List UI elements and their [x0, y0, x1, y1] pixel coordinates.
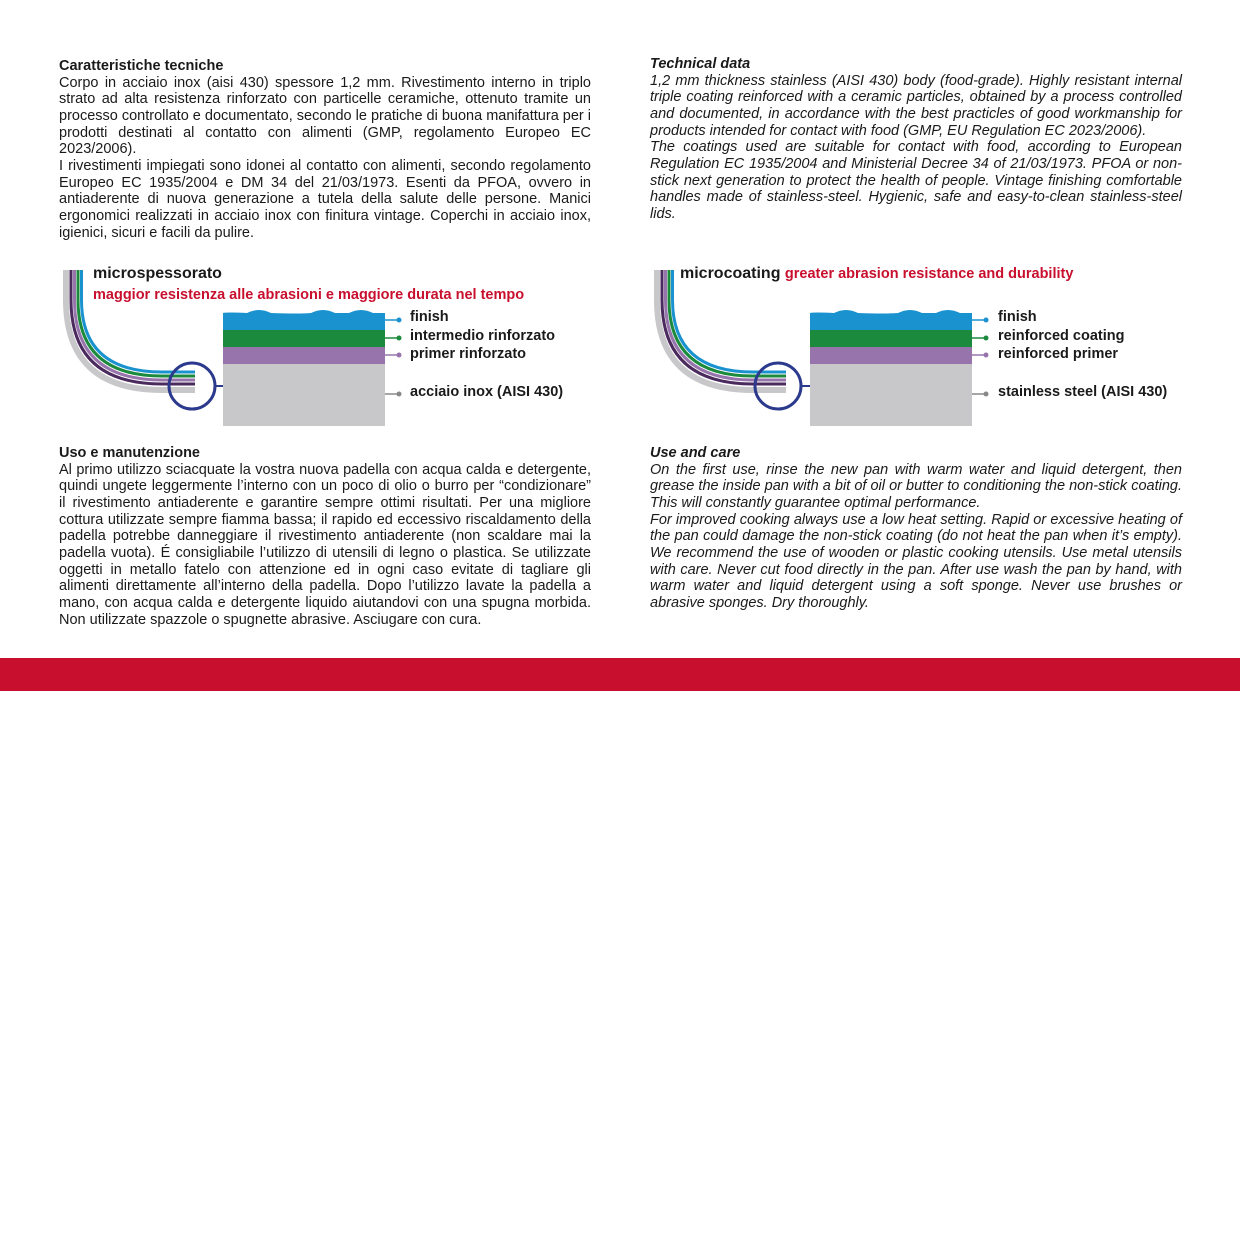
- layer-label-primer: reinforced primer: [998, 346, 1119, 362]
- section-heading: Use and care: [650, 445, 741, 461]
- coating-diagram-italian: [59, 262, 599, 437]
- red-footer-band: [0, 658, 1240, 691]
- diagram-title: microspessorato: [93, 265, 222, 282]
- layer-label-primer: primer rinforzato: [410, 346, 527, 362]
- layer-label-coating: reinforced coating: [998, 328, 1125, 344]
- paragraph: Corpo in acciaio inox (aisi 430) spessore 1,2 mm. Rivestimento interno in triplo strato ad alta resistenza rinforzato con particelle ceramiche, ottenuto tramite un processo controllato e documentato, secondo le pratiche di buona manifattura per i prodotti destinati al contatto con alimenti (GMP, regolamento Europeo EC 2023/2006).: [59, 74, 591, 158]
- section-heading: Uso e manutenzione: [59, 445, 200, 461]
- paragraph: The coatings used are suitable for contact with food, according to European Regulation EC 1935/2004 and Ministerial Decree 34 of 21/03/1973. PFOA or non-stick next generation to protect the health of people. Vintage finishing comfortable handles made of stainless-steel. Hygienic, safe and easy-to-clean stainless-steel lids.: [650, 139, 1182, 223]
- paragraph: 1,2 mm thickness stainless (AISI 430) body (food-grade). Highly resistant internal triple coating reinforced with a ceramic particles, obtained by a process controlled and documented, in accordance with the best practicles of good workmanship for products intended for contact with food (GMP, EU Regulation EC 2023/2006).: [650, 72, 1182, 139]
- layer-label-intermediate: intermedio rinforzato: [410, 328, 556, 344]
- technical-section-italian: [59, 58, 591, 242]
- diagram-title: microcoating: [680, 265, 781, 282]
- paragraph: On the first use, rinse the new pan with warm water and liquid detergent, then grease the inside pan with a bit of oil or butter to conditioning the non-stick coating. This will constantly guarantee optimal performance.: [650, 461, 1182, 511]
- section-heading: Technical data: [650, 56, 751, 72]
- paragraph: I rivestimenti impiegati sono idonei al contatto con alimenti, secondo regolamento Europeo EC 1935/2004 e DM 34 del 21/03/1973. Esenti da PFOA, ovvero in antiaderente di nuova generazione a tutela della salute delle persone. Manici ergonomici realizzati in acciaio inox con finitura vintage. Coperchi in acciaio inox, igienici, sicuri e facili da pulire.: [59, 158, 591, 241]
- layer-label-steel: stainless steel (AISI 430): [998, 384, 1168, 400]
- care-section-italian: [59, 445, 591, 629]
- care-section-english: [650, 445, 1182, 612]
- layer-label-finish: finish: [410, 309, 449, 325]
- diagram-subtitle: greater abrasion resistance and durability: [784, 266, 1074, 282]
- diagram-heading: [680, 265, 1073, 283]
- paragraph: Al primo utilizzo sciacquate la vostra nuova padella con acqua calda e detergente, quindi ungete leggermente l’interno con un poco di olio o burro per “condizionare” il rivestimento antiaderente e garantire sempre ottimi risultati. Per una migliore cottura utilizzate sempre fiamma bassa; il rapido ed eccessivo riscaldamento della padella potrebbe danneggiare il rivestimento antiaderente (non scaldare mai la padella vuota). É consigliabile l’utilizzo di utensili di legno o plastica. Se utilizzate oggetti in metallo fatelo con attenzione ed in ogni caso evitate di tagliare gli alimenti direttamente all’interno della padella. Dopo l’utilizzo lavate la padella a mano, con acqua calda e detergente liquido aiutandovi con una spugna morbida. Non utilizzate spazzole o spugnette abrasive. Asciugare con cura.: [59, 461, 591, 628]
- diagram-subtitle: maggior resistenza alle abrasioni e maggiore durata nel tempo: [93, 287, 525, 303]
- section-heading: Caratteristiche tecniche: [59, 58, 224, 74]
- paragraph: For improved cooking always use a low heat setting. Rapid or excessive heating of the pan could damage the non-stick coating (do not heat the pan when it’s empty). We recommend the use of wooden or plastic cooking utensils. Use metal utensils with care. Never cut food directly in the pan. After use wash the pan by hand, with warm water and liquid detergent using a soft sponge. Never use brushes or abrasive sponges. Dry thoroughly.: [650, 511, 1182, 612]
- technical-section-english: [650, 56, 1182, 223]
- layer-label-finish: finish: [998, 309, 1037, 325]
- layer-label-steel: acciaio inox (AISI 430): [410, 384, 564, 400]
- coating-diagram-english: [650, 262, 1190, 437]
